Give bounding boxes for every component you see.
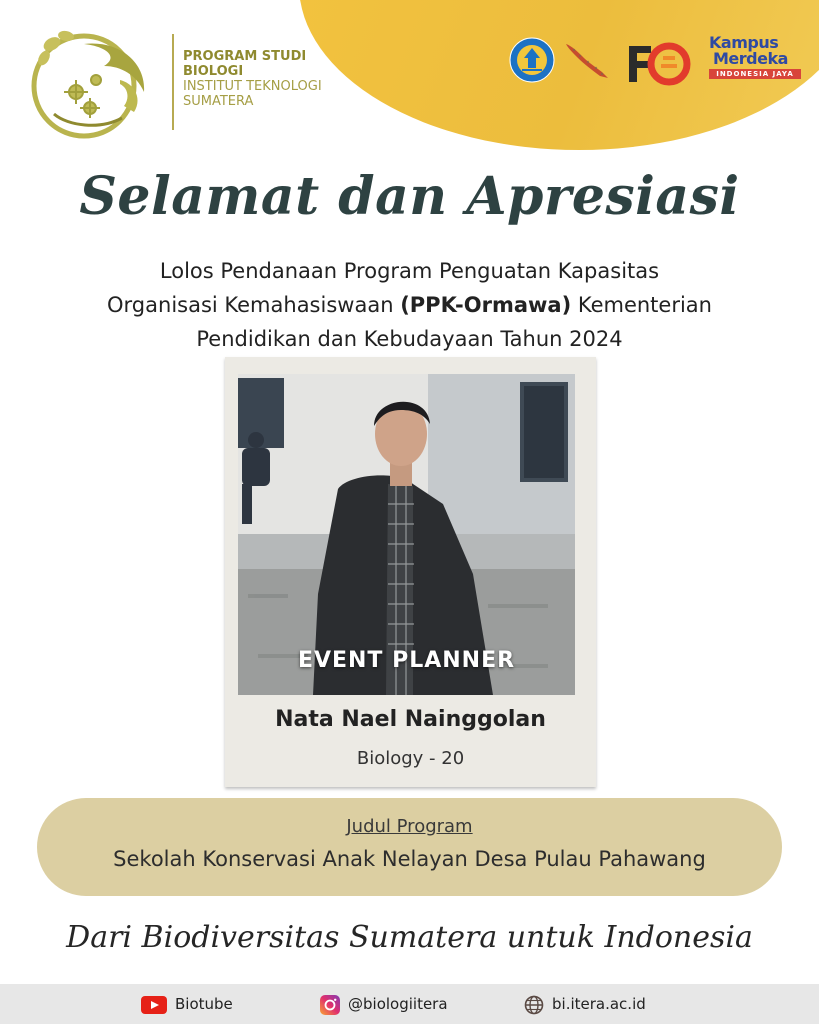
biology-logo-icon xyxy=(24,22,154,142)
subtitle-line-1: Lolos Pendanaan Program Penguatan Kapasitas xyxy=(159,259,660,283)
subtitle xyxy=(40,254,779,356)
logo-divider xyxy=(172,34,174,130)
website-label: bi.itera.ac.id xyxy=(552,995,646,1013)
kampus-merdeka-line-1: Kampus xyxy=(709,33,779,52)
instagram-icon xyxy=(320,995,340,1015)
tut-wuri-handayani-logo-icon xyxy=(508,36,556,84)
tagline: Dari Biodiversitas Sumatera untuk Indonesia xyxy=(66,920,753,955)
prodi-line-3: INSTITUT TEKNOLOGI xyxy=(183,79,322,94)
instagram-label: @biologiitera xyxy=(348,995,448,1013)
prodi-line-2: BIOLOGI xyxy=(183,64,244,79)
subtitle-line-2-pre: Organisasi Kemahasiswaan xyxy=(107,293,401,317)
program-banner xyxy=(37,798,782,896)
page-title: Selamat dan Apresiasi xyxy=(79,166,740,227)
kampus-merdeka-line-2: Merdeka xyxy=(713,49,788,68)
program-title: Sekolah Konservasi Anak Nelayan Desa Pulau Pahawang xyxy=(113,847,706,871)
person-major: Biology - 20 xyxy=(356,748,465,769)
footer-instagram-link[interactable] xyxy=(320,994,448,1014)
profile-photo-illustration xyxy=(238,374,575,695)
youtube-label: Biotube xyxy=(175,995,233,1013)
subtitle-line-2 xyxy=(40,288,779,322)
kampus-merdeka-logo xyxy=(709,35,809,85)
subtitle-line-3: Pendidikan dan Kebudayaan Tahun 2024 xyxy=(196,327,623,351)
prodi-line-4: SUMATERA xyxy=(183,94,254,109)
fs-logo-icon xyxy=(625,40,693,88)
kampus-merdeka-tag: INDONESIA JAYA xyxy=(709,69,801,79)
footer-website-link[interactable] xyxy=(524,994,646,1014)
indonesia-map-icon xyxy=(562,36,614,84)
youtube-icon xyxy=(141,996,167,1014)
program-label: Judul Program xyxy=(346,816,473,837)
subtitle-line-2-post: Kementerian xyxy=(571,293,712,317)
person-name: Nata Nael Nainggolan xyxy=(275,707,546,732)
prodi-logo-text xyxy=(183,49,322,109)
profile-photo xyxy=(238,374,575,695)
globe-icon xyxy=(524,995,544,1015)
footer-youtube-link[interactable] xyxy=(141,994,233,1014)
prodi-line-1: PROGRAM STUDI xyxy=(183,49,307,64)
role-label: EVENT PLANNER xyxy=(297,648,516,673)
subtitle-line-2-bold: (PPK-Ormawa) xyxy=(400,293,572,317)
footer xyxy=(0,984,819,1024)
profile-card xyxy=(225,357,596,787)
